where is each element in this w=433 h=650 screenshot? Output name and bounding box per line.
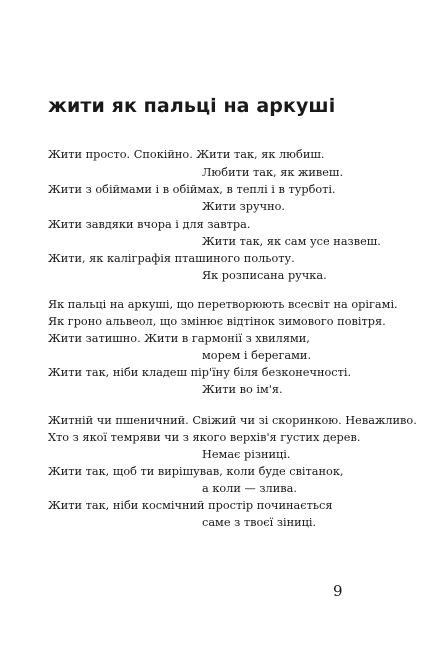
poem-line: Жити затишно. Жити в гармонії з хвилями,	[48, 332, 310, 345]
poem-line: Жити во ім'я.	[202, 383, 283, 396]
poem-line: Жити зручно.	[202, 200, 286, 213]
page-number: 9	[333, 582, 343, 600]
poem-line: Немає різниці.	[202, 448, 291, 461]
poem-line: саме з твоєї зіниці.	[202, 516, 317, 529]
poem-line: Любити так, як живеш.	[202, 166, 344, 179]
poem-line: Як гроно альвеол, що змінює відтінок зимового повітря.	[48, 315, 386, 328]
poem-line: Жити так, ніби кладеш пір'їну біля безконечності.	[48, 366, 352, 379]
poem-line: Хто з якої темряви чи з якого верхів'я густих дерев.	[48, 431, 361, 444]
poem-line: Як пальці на аркуші, що перетворюють всесвіт на орігамі.	[48, 298, 398, 311]
poem-line: Житній чи пшеничний. Свіжий чи зі скоринкою. Неважливо.	[48, 414, 417, 427]
poem-line: Як розписана ручка.	[202, 269, 327, 282]
poem-line: Жити так, ніби космічний простір починається	[48, 499, 333, 512]
poem-line: а коли — злива.	[202, 482, 297, 495]
poem-line: Жити завдяки вчора і для завтра.	[48, 218, 251, 231]
poem-line: морем і берегами.	[202, 349, 312, 362]
poem-line: Жити так, щоб ти вирішував, коли буде світанок,	[48, 465, 344, 478]
poem-line: Жити, як каліграфія пташиного польоту.	[48, 252, 295, 265]
poem-line: Жити з обіймами і в обіймах, в теплі і в турботі.	[48, 183, 336, 196]
poem-title: жити як пальці на аркуші	[48, 95, 336, 117]
poem-line: Жити так, як сам усе назвеш.	[202, 235, 381, 248]
poem-line: Жити просто. Спокійно. Жити так, як любиш.	[48, 148, 325, 161]
